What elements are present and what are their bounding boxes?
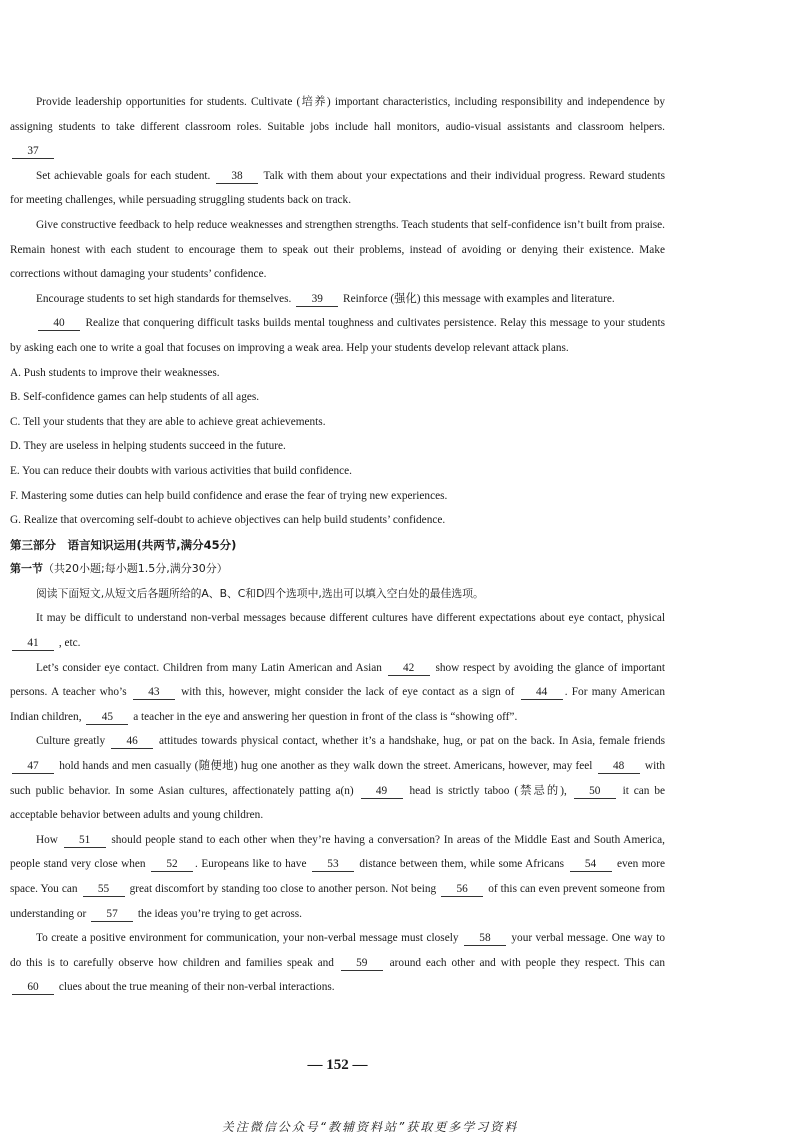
blank-54: 54 [570,858,612,872]
text: even more space. You can [10,858,665,895]
text: Encourage students to set high standards for themselves. [36,292,292,305]
document-body [10,90,665,1000]
cloze-paragraph-3 [10,729,665,827]
text: Culture greatly [36,735,106,748]
blank-48: 48 [598,760,640,774]
instruction: 阅读下面短文,从短文后各题所给的A、B、C和D四个选项中,选出可以填入空白处的最佳选项。 [36,586,484,600]
blank-38: 38 [216,170,258,184]
text: your verbal message. One way to do this is to carefully observe how children and families speak and [10,932,666,969]
text: great discomfort by standing too close to another person. Not being [129,883,437,895]
blank-52: 52 [151,858,193,872]
option-d: D. They are useless in helping students succeed in the future. [10,440,286,453]
blank-45: 45 [86,711,128,725]
text: To create a positive environment for communication, your non-verbal message must closely [36,932,459,945]
subsection-label: 第一节 [10,562,43,576]
text: with such public behavior. In some Asian cultures, affectionately patting a(n) [10,760,666,797]
blank-42: 42 [388,662,430,676]
blank-49: 49 [361,785,403,799]
footer-note: 关注微信公众号“教辅资料站”获取更多学习资料 [221,1120,519,1134]
text: How [36,833,58,846]
option-g: G. Realize that overcoming self-doubt to achieve objectives can help build students’ confidence. [10,514,446,527]
blank-47: 47 [12,760,54,774]
blank-57: 57 [91,908,133,922]
blank-60: 60 [12,981,54,995]
blank-46: 46 [111,735,153,749]
blank-44: 44 [521,686,563,700]
text: it can be acceptable behavior between adults and young children. [10,784,665,822]
blank-39: 39 [296,293,338,307]
text: . For many American Indian children, [10,686,665,723]
text: Set achievable goals for each student. [36,169,211,182]
blank-59: 59 [341,957,383,971]
option-a: A. Push students to improve their weaknesses. [10,366,220,379]
text: , etc. [58,637,81,650]
text: with this, however, might consider the lack of eye contact as a sign of [181,686,515,699]
subsection-info: （共20小题;每小题1.5分,满分30分） [43,562,228,576]
text: of this can even prevent someone from understanding or [10,883,666,920]
text: distance between them, while some Africans [359,858,565,871]
blank-40: 40 [38,317,80,331]
blank-50: 50 [574,785,616,799]
blank-37: 37 [12,145,54,159]
text: the ideas you’re trying to get across. [137,907,302,920]
paragraph-37 [10,90,665,164]
cloze-paragraph-1 [10,606,665,655]
option-f: F. Mastering some duties can help build confidence and erase the fear of trying new experiences. [10,489,448,502]
blank-53: 53 [312,858,354,872]
cloze-paragraph-5 [10,926,665,1000]
text: hold hands and men casually (随便地) hug one another as they walk down the street. Americans, however, may feel [59,760,593,773]
text: Let’s consider eye contact. Children from many Latin American and Asian [36,661,382,674]
subsection-title [10,557,665,582]
text: show respect by avoiding the glance of important persons. A teacher who’s [10,661,666,699]
blank-43: 43 [133,686,175,700]
text: . Europeans like to have [195,858,307,871]
text: Reinforce (强化) this message with examples and literature. [343,292,615,305]
option-b: B. Self-confidence games can help students of all ages. [10,391,260,404]
text: attitudes towards physical contact, whether it’s a handshake, hug, or pat on the back. In Asia, female friends [159,735,666,748]
blank-41: 41 [12,637,54,651]
text: around each other and with people they respect. This can [389,956,666,969]
text: should people stand to each other when they’re having a conversation? In areas of the Middle East and South America, people stand very close when [10,833,666,871]
paragraph-39 [10,287,665,312]
blank-56: 56 [441,883,483,897]
blank-55: 55 [83,883,125,897]
option-c: C. Tell your students that they are able to achieve great achievements. [10,415,326,428]
text: a teacher in the eye and answering her question in front of the class is “showing off”. [133,710,518,723]
text: Provide leadership opportunities for students. Cultivate (培养) important characteristics, including responsibility and independence by assigning students to take different classroom roles. Suitable jobs include hall monitors, audio-visual assistants and classroom helpers. [10,96,665,133]
text: head is strictly taboo (禁忌的), [409,784,567,797]
cloze-paragraph-4 [10,828,665,926]
blank-51: 51 [64,834,106,848]
option-e: E. You can reduce their doubts with various activities that build confidence. [10,464,352,477]
paragraph-feedback: Give constructive feedback to help reduce weaknesses and strengthen strengths. Teach students that self-confidence isn’t built from praise. Remain honest with each student to encourage them to speak out their problems, instead of avoiding or denying their existence. Make corrections without damaging your students’ confidence. [10,218,665,281]
paragraph-38 [10,164,665,213]
page-number: — 152 — [307,1057,368,1073]
text: It may be difficult to understand non-verbal messages because different cultures have different expectations about eye contact, physical [36,612,665,625]
blank-58: 58 [464,932,506,946]
text: Talk with them about your expectations and their individual progress. Reward students for meeting challenges, while persuading struggling students back on track. [10,169,665,207]
cloze-paragraph-2 [10,656,665,730]
text: Realize that conquering difficult tasks builds mental toughness and cultivates persistence. Relay this message to your students by asking each one to write a goal that focuses on improving a weak area. Help your students develop relevant attack plans. [10,317,665,354]
section-title: 第三部分 语言知识运用(共两节,满分45分) [10,537,237,552]
text: clues about the true meaning of their non-verbal interactions. [58,981,335,994]
paragraph-40 [10,311,665,360]
